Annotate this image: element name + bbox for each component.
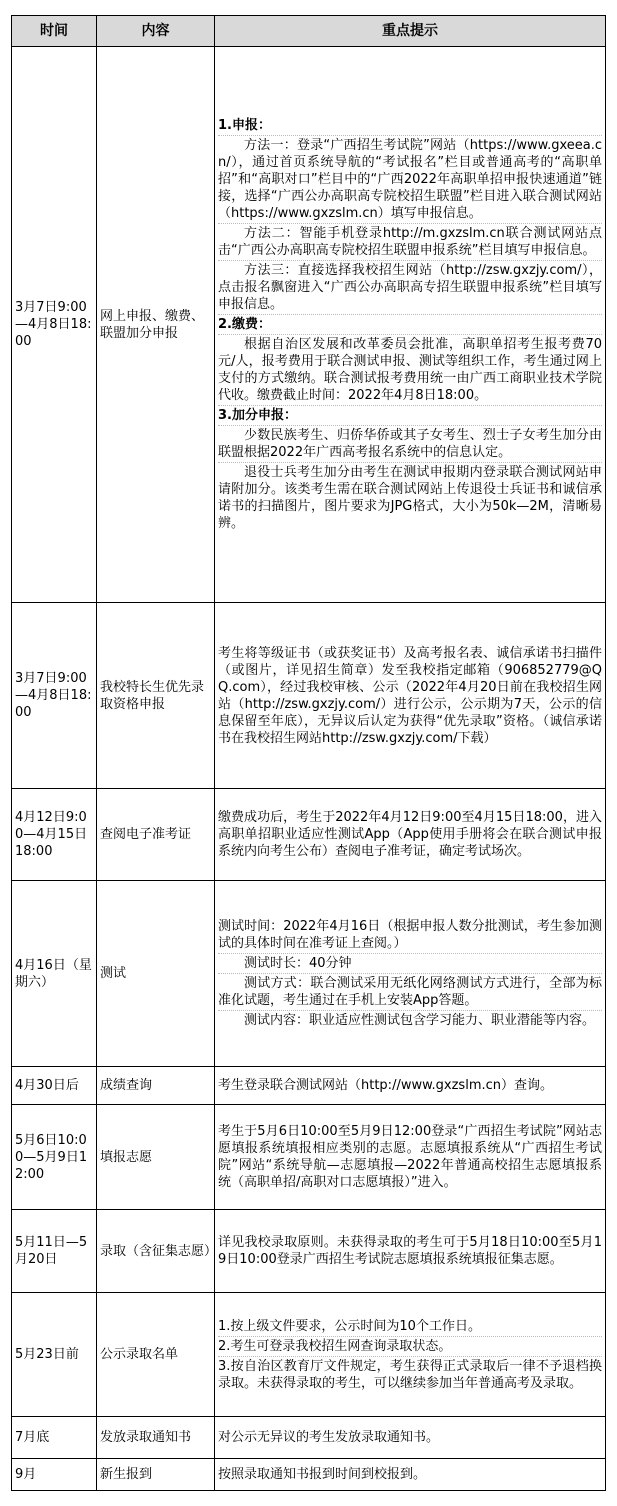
content-cell: 测试 xyxy=(97,881,215,1067)
tip-paragraph: 详见我校录取原则。未获得录取的考生可于5月18日10:00至5月19日10:00登录广西招生考试院志愿填报系统填报征集志愿。 xyxy=(218,1235,602,1267)
tips-cell xyxy=(215,1210,606,1293)
tip-paragraph: 方法二：智能手机登录http://m.gxzslm.cn联合测试网站点击“广西公办高职高专院校招生联盟申报系统”栏目填写申报信息。 xyxy=(218,223,602,260)
header-tips: 重点提示 xyxy=(215,16,606,47)
tip-paragraph: 方法一：登录“广西招生考试院”网站（https://www.gxeea.cn/），通过首页系统导航的“考试报名”栏目或普通高考的“高职单招”和“高职对口”栏目中的“广西2022年高职单招申报快速通道”链接，选择“广西公办高职高专院校招生联盟”栏目进入联合测试网站（https://www.gxzslm.cn）填写申报信息。 xyxy=(218,135,602,223)
tip-heading: 1.申报： xyxy=(218,118,271,133)
tip-heading: 2.缴费： xyxy=(218,314,602,334)
tips-cell xyxy=(215,789,606,881)
tips-cell xyxy=(215,1293,606,1417)
tip-paragraph: 退役士兵考生加分由考生在测试申报期内登录联合测试网站申请附加分。该类考生需在联合测试网站上传退役士兵证书和诚信承诺书的扫描图片，图片要求为JPG格式，大小为50k—2M，清晰易辨。 xyxy=(218,462,602,533)
table-row xyxy=(12,1459,606,1491)
tip-paragraph: 考生于5月6日10:00至5月9日12:00登录“广西招生考试院”网站志愿填报系统填报相应类别的志愿。志愿填报系统从“广西招生考试院”网站“系统导航—志愿填报—2022年普通高校招生志愿填报系统（高职单招/高职对口志愿填报）”进入。 xyxy=(218,1124,602,1190)
content-cell: 公示录取名单 xyxy=(97,1293,215,1417)
time-cell: 5月11日—5月20日 xyxy=(12,1210,97,1293)
time-cell: 4月16日（星期六） xyxy=(12,881,97,1067)
tip-paragraph: 方法三：直接选择我校招生网站（http://zsw.gxzjy.com/），点击报名飘窗进入“广西公办高职高专招生联盟申报系统”栏目填写申报信息。 xyxy=(218,260,602,314)
header-content: 内容 xyxy=(97,16,215,47)
content-cell: 录取（含征集志愿） xyxy=(97,1210,215,1293)
tip-paragraph: 3.按自治区教育厅文件规定，考生获得正式录取后一律不予退档换录取。未获得录取的考生，可以继续参加当年普通高考及录取。 xyxy=(218,1356,602,1393)
content-cell: 网上申报、缴费、联盟加分申报 xyxy=(97,47,215,603)
tip-paragraph: 测试内容：职业适应性测试包含学习能力、职业潜能等内容。 xyxy=(218,1010,602,1030)
table-row xyxy=(12,1210,606,1293)
schedule-table xyxy=(11,15,606,1491)
table-row xyxy=(12,881,606,1067)
content-cell: 填报志愿 xyxy=(97,1105,215,1210)
tip-paragraph: 2.考生可登录我校招生网查询录取状态。 xyxy=(218,1336,602,1356)
tips-cell xyxy=(215,1459,606,1491)
time-cell: 3月7日9:00—4月8日18:00 xyxy=(12,47,97,603)
tip-paragraph: 少数民族考生、归侨华侨或其子女考生、烈士子女考生加分由联盟根据2022年广西高考报名系统中的信息认定。 xyxy=(218,425,602,462)
tip-paragraph: 考生登录联合测试网站（http://www.gxzslm.cn）查询。 xyxy=(218,1078,553,1093)
content-cell: 成绩查询 xyxy=(97,1067,215,1105)
content-cell: 新生报到 xyxy=(97,1459,215,1491)
tips-cell xyxy=(215,47,606,603)
tips-cell xyxy=(215,881,606,1067)
time-cell: 5月23日前 xyxy=(12,1293,97,1417)
time-cell: 7月底 xyxy=(12,1417,97,1459)
tip-paragraph: 根据自治区发展和改革委员会批准，高职单招考生报考费70元/人，报考费用于联合测试申报、测试等组织工作，考生通过网上支付的方式缴纳。联合测试报考费用统一由广西工商职业技术学院代收。缴费截止时间：2022年4月8日18:00。 xyxy=(218,334,602,405)
time-cell: 9月 xyxy=(12,1459,97,1491)
tip-paragraph: 测试时间：2022年4月16日（根据申报人数分批测试，考生参加测试的具体时间在准考证上查阅。） xyxy=(218,919,602,951)
table-row xyxy=(12,1067,606,1105)
tip-paragraph: 按照录取通知书报到时间到校报到。 xyxy=(218,1467,427,1482)
time-cell: 3月7日9:00—4月8日18:00 xyxy=(12,603,97,789)
tips-cell xyxy=(215,1067,606,1105)
time-cell: 5月6日10:00—5月9日12:00 xyxy=(12,1105,97,1210)
tip-heading: 3.加分申报： xyxy=(218,405,602,425)
tip-paragraph: 测试方式：联合测试采用无纸化网络测试方式进行，全部为标准化试题，考生通过在手机上安装App答题。 xyxy=(218,973,602,1010)
tips-cell xyxy=(215,1105,606,1210)
table-row xyxy=(12,603,606,789)
tips-cell xyxy=(215,1417,606,1459)
tip-paragraph: 1.按上级文件要求，公示时间为10个工作日。 xyxy=(218,1318,481,1334)
tip-paragraph: 缴费成功后，考生于2022年4月12日9:00至4月15日18:00，进入高职单招职业适应性测试App（App使用手册将会在联合测试申报系统内向考生公布）查阅电子准考证，确定考试场次。 xyxy=(218,810,602,859)
table-row xyxy=(12,1105,606,1210)
header-row xyxy=(12,16,606,47)
tip-paragraph: 考生将等级证书（或获奖证书）及高考报名表、诚信承诺书扫描件（或图片，详见招生简章）发至我校指定邮箱（906852779@QQ.com），经过我校审核、公示（2022年4月20日前在我校招生网站（http://zsw.gxzjy.com/）进行公示，公示期为7天，公示的信息保留至年底），无异议后认定为获得“优先录取”资格。（诚信承诺书在我校招生网站http://zsw.gxzjy.com/下载） xyxy=(218,645,602,746)
time-cell: 4月30日后 xyxy=(12,1067,97,1105)
table-row xyxy=(12,1293,606,1417)
content-cell: 发放录取通知书 xyxy=(97,1417,215,1459)
tip-paragraph: 测试时长：40分钟 xyxy=(218,953,602,973)
time-cell: 4月12日9:00—4月15日18:00 xyxy=(12,789,97,881)
tip-paragraph: 对公示无异议的考生发放录取通知书。 xyxy=(218,1430,440,1445)
tips-cell xyxy=(215,603,606,789)
content-cell: 我校特长生优先录取资格申报 xyxy=(97,603,215,789)
table-row xyxy=(12,789,606,881)
table-row xyxy=(12,1417,606,1459)
header-time: 时间 xyxy=(12,16,97,47)
table-row xyxy=(12,47,606,603)
content-cell: 查阅电子准考证 xyxy=(97,789,215,881)
